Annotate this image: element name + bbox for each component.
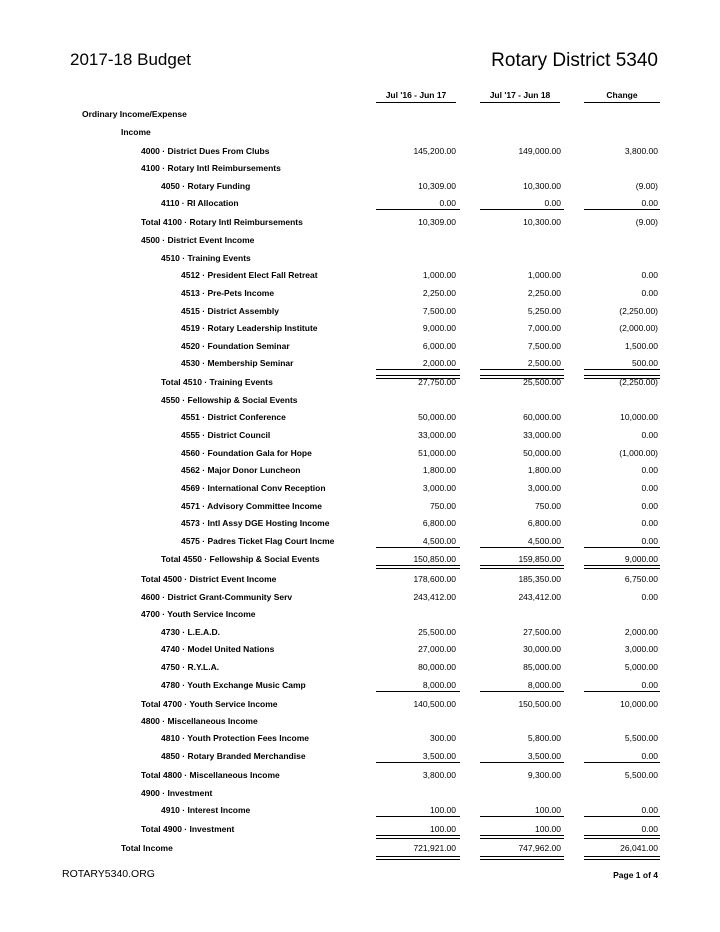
row-value-v3: 0.00 — [641, 465, 658, 475]
subtotal-rule — [584, 369, 660, 370]
row-label: Total 4900 · Investment — [141, 824, 235, 834]
row-value-v3: 0.00 — [641, 824, 658, 834]
row-value-v1: 3,000.00 — [422, 483, 456, 493]
row-value-v1: 100.00 — [430, 824, 456, 834]
table-row — [0, 517, 720, 529]
table-row — [0, 804, 720, 816]
row-value-v1: 3,800.00 — [422, 770, 456, 780]
row-value-v2: 7,000.00 — [527, 323, 561, 333]
subtotal-rule — [376, 369, 460, 370]
total-double-rule — [376, 565, 460, 569]
row-label: Ordinary Income/Expense — [82, 109, 187, 119]
table-row — [0, 394, 720, 406]
row-label: 4110 · RI Allocation — [161, 198, 239, 208]
row-label: 4510 · Training Events — [161, 253, 251, 263]
row-value-v1: 178,600.00 — [413, 574, 456, 584]
subtotal-rule — [376, 816, 460, 817]
row-value-v3: 26,041.00 — [620, 843, 658, 853]
row-value-v2: 243,412.00 — [518, 592, 561, 602]
row-label: 4750 · R.Y.L.A. — [161, 662, 220, 672]
row-value-v2: 9,300.00 — [527, 770, 561, 780]
table-row — [0, 591, 720, 603]
table-row — [0, 715, 720, 727]
row-label: 4530 · Membership Seminar — [181, 358, 294, 368]
row-label: 4740 · Model United Nations — [161, 644, 275, 654]
row-label: 4569 · International Conv Reception — [181, 483, 326, 493]
row-value-v1: 6,000.00 — [422, 341, 456, 351]
row-label: Total 4550 · Fellowship & Social Events — [161, 554, 320, 564]
row-value-v3: 0.00 — [641, 430, 658, 440]
row-value-v1: 33,000.00 — [418, 430, 456, 440]
total-double-rule — [584, 856, 660, 860]
row-value-v2: 27,500.00 — [523, 627, 561, 637]
row-label: 4000 · District Dues From Clubs — [141, 146, 270, 156]
row-value-v1: 7,500.00 — [422, 306, 456, 316]
row-value-v2: 100.00 — [535, 824, 561, 834]
table-total-row — [0, 769, 720, 781]
table-row — [0, 608, 720, 620]
row-value-v3: 0.00 — [641, 270, 658, 280]
table-row — [0, 643, 720, 655]
row-label: 4551 · District Conference — [181, 412, 286, 422]
total-double-rule — [480, 856, 564, 860]
row-value-v3: (1,000.00) — [619, 448, 658, 458]
row-label: 4730 · L.E.A.D. — [161, 627, 221, 637]
row-label: 4575 · Padres Ticket Flag Court Incme — [181, 536, 335, 546]
row-label: 4050 · Rotary Funding — [161, 181, 251, 191]
row-label: Total 4100 · Rotary Intl Reimbursements — [141, 217, 303, 227]
table-total-row — [0, 216, 720, 228]
row-value-v3: 3,800.00 — [624, 146, 658, 156]
row-value-v1: 27,750.00 — [418, 377, 456, 387]
row-value-v3: 0.00 — [641, 751, 658, 761]
district-title: Rotary District 5340 — [491, 50, 658, 71]
row-value-v3: (9.00) — [635, 217, 658, 227]
table-total-row — [0, 698, 720, 710]
table-row — [0, 322, 720, 334]
total-double-rule — [480, 565, 564, 569]
table-row — [0, 750, 720, 762]
table-row — [0, 197, 720, 209]
row-value-v2: 85,000.00 — [523, 662, 561, 672]
subtotal-rule — [480, 547, 564, 548]
row-value-v2: 10,300.00 — [523, 217, 561, 227]
row-value-v2: 8,000.00 — [527, 680, 561, 690]
row-value-v3: (2,250.00) — [619, 306, 658, 316]
table-row — [0, 787, 720, 799]
row-value-v1: 80,000.00 — [418, 662, 456, 672]
row-value-v3: 0.00 — [641, 501, 658, 511]
row-label: 4562 · Major Donor Luncheon — [181, 465, 301, 475]
row-value-v3: 10,000.00 — [620, 412, 658, 422]
row-value-v2: 3,500.00 — [527, 751, 561, 761]
subtotal-rule — [584, 762, 660, 763]
total-double-rule — [480, 835, 564, 839]
subtotal-rule — [480, 209, 564, 210]
table-row — [0, 464, 720, 476]
row-value-v2: 25,500.00 — [523, 377, 561, 387]
row-value-v1: 27,000.00 — [418, 644, 456, 654]
table-row — [0, 340, 720, 352]
row-label: Total 4510 · Training Events — [161, 377, 273, 387]
table-row — [0, 447, 720, 459]
column-header-budget-year: Jul '17 - Jun 18 — [480, 90, 560, 100]
row-label: 4700 · Youth Service Income — [141, 609, 256, 619]
row-value-v2: 149,000.00 — [518, 146, 561, 156]
row-value-v3: 2,000.00 — [624, 627, 658, 637]
row-label: 4520 · Foundation Seminar — [181, 341, 290, 351]
row-label: 4910 · Interest Income — [161, 805, 251, 815]
row-value-v2: 4,500.00 — [527, 536, 561, 546]
row-value-v2: 6,800.00 — [527, 518, 561, 528]
row-value-v1: 150,850.00 — [413, 554, 456, 564]
table-total-row — [0, 842, 720, 854]
subtotal-rule — [480, 762, 564, 763]
table-row — [0, 626, 720, 638]
row-value-v1: 2,250.00 — [422, 288, 456, 298]
row-value-v2: 30,000.00 — [523, 644, 561, 654]
row-label: 4550 · Fellowship & Social Events — [161, 395, 298, 405]
row-value-v3: (9.00) — [635, 181, 658, 191]
row-value-v3: 10,000.00 — [620, 699, 658, 709]
row-value-v2: 50,000.00 — [523, 448, 561, 458]
row-label: 4810 · Youth Protection Fees Income — [161, 733, 310, 743]
row-value-v3: (2,250.00) — [619, 377, 658, 387]
row-value-v2: 750.00 — [535, 501, 561, 511]
row-value-v1: 51,000.00 — [418, 448, 456, 458]
row-value-v2: 33,000.00 — [523, 430, 561, 440]
subtotal-rule — [584, 209, 660, 210]
column-header-prior-year: Jul '16 - Jun 17 — [376, 90, 456, 100]
row-value-v1: 0.00 — [439, 198, 456, 208]
total-double-rule — [376, 856, 460, 860]
row-value-v2: 5,250.00 — [527, 306, 561, 316]
row-label: 4500 · District Event Income — [141, 235, 255, 245]
row-label: 4555 · District Council — [181, 430, 271, 440]
subtotal-rule — [584, 547, 660, 548]
row-value-v2: 10,300.00 — [523, 181, 561, 191]
row-value-v2: 3,000.00 — [527, 483, 561, 493]
total-double-rule — [584, 375, 660, 379]
table-row — [0, 287, 720, 299]
row-value-v1: 10,309.00 — [418, 217, 456, 227]
row-value-v2: 1,000.00 — [527, 270, 561, 280]
table-row — [0, 180, 720, 192]
footer-website: ROTARY5340.ORG — [62, 868, 155, 880]
row-label: 4512 · President Elect Fall Retreat — [181, 270, 318, 280]
table-row — [0, 357, 720, 369]
row-value-v2: 185,350.00 — [518, 574, 561, 584]
row-value-v1: 750.00 — [430, 501, 456, 511]
row-value-v3: 0.00 — [641, 518, 658, 528]
table-row — [0, 429, 720, 441]
row-label: Total Income — [121, 843, 173, 853]
row-value-v2: 100.00 — [535, 805, 561, 815]
subtotal-rule — [376, 762, 460, 763]
row-value-v2: 5,800.00 — [527, 733, 561, 743]
table-row — [0, 679, 720, 691]
row-value-v1: 100.00 — [430, 805, 456, 815]
row-value-v2: 159,850.00 — [518, 554, 561, 564]
row-label: 4780 · Youth Exchange Music Camp — [161, 680, 306, 690]
table-row — [0, 305, 720, 317]
row-value-v2: 60,000.00 — [523, 412, 561, 422]
total-double-rule — [376, 835, 460, 839]
row-label: 4571 · Advisory Committee Income — [181, 501, 322, 511]
subtotal-rule — [584, 691, 660, 692]
table-total-row — [0, 553, 720, 565]
row-value-v2: 1,800.00 — [527, 465, 561, 475]
row-value-v1: 721,921.00 — [413, 843, 456, 853]
row-label: 4850 · Rotary Branded Merchandise — [161, 751, 306, 761]
subtotal-rule — [376, 547, 460, 548]
table-row — [0, 732, 720, 744]
table-row — [0, 108, 720, 120]
row-value-v3: 0.00 — [641, 805, 658, 815]
table-row — [0, 252, 720, 264]
row-label: Total 4700 · Youth Service Income — [141, 699, 278, 709]
row-value-v3: 5,000.00 — [624, 662, 658, 672]
subtotal-rule — [584, 816, 660, 817]
row-value-v2: 2,250.00 — [527, 288, 561, 298]
row-value-v1: 6,800.00 — [422, 518, 456, 528]
row-value-v1: 3,500.00 — [422, 751, 456, 761]
row-label: 4100 · Rotary Intl Reimbursements — [141, 163, 281, 173]
row-label: 4560 · Foundation Gala for Hope — [181, 448, 312, 458]
row-value-v1: 4,500.00 — [422, 536, 456, 546]
row-value-v1: 1,800.00 — [422, 465, 456, 475]
row-value-v3: (2,000.00) — [619, 323, 658, 333]
row-label: Total 4500 · District Event Income — [141, 574, 277, 584]
table-row — [0, 269, 720, 281]
row-value-v3: 500.00 — [632, 358, 658, 368]
subtotal-rule — [480, 691, 564, 692]
footer-page-number: Page 1 of 4 — [613, 870, 658, 880]
row-value-v1: 2,000.00 — [422, 358, 456, 368]
row-value-v2: 0.00 — [544, 198, 561, 208]
table-row — [0, 535, 720, 547]
row-value-v3: 6,750.00 — [624, 574, 658, 584]
table-total-row — [0, 823, 720, 835]
row-value-v1: 10,309.00 — [418, 181, 456, 191]
row-value-v3: 5,500.00 — [624, 733, 658, 743]
row-value-v3: 0.00 — [641, 680, 658, 690]
total-double-rule — [584, 565, 660, 569]
row-value-v1: 145,200.00 — [413, 146, 456, 156]
table-row — [0, 162, 720, 174]
subtotal-rule — [376, 691, 460, 692]
row-label: 4519 · Rotary Leadership Institute — [181, 323, 318, 333]
total-double-rule — [584, 835, 660, 839]
row-value-v1: 1,000.00 — [422, 270, 456, 280]
row-value-v3: 0.00 — [641, 483, 658, 493]
row-value-v2: 7,500.00 — [527, 341, 561, 351]
table-row — [0, 234, 720, 246]
row-label: 4600 · District Grant-Community Serv — [141, 592, 293, 602]
row-value-v3: 0.00 — [641, 592, 658, 602]
row-label: 4513 · Pre-Pets Income — [181, 288, 275, 298]
row-value-v3: 0.00 — [641, 198, 658, 208]
budget-title: 2017-18 Budget — [70, 50, 191, 69]
row-value-v3: 5,500.00 — [624, 770, 658, 780]
row-label: 4900 · Investment — [141, 788, 213, 798]
total-double-rule — [376, 375, 460, 379]
row-value-v2: 2,500.00 — [527, 358, 561, 368]
row-value-v3: 0.00 — [641, 288, 658, 298]
row-value-v3: 3,000.00 — [624, 644, 658, 654]
row-value-v1: 300.00 — [430, 733, 456, 743]
table-row — [0, 500, 720, 512]
table-row — [0, 411, 720, 423]
table-total-row — [0, 573, 720, 585]
row-value-v3: 1,500.00 — [624, 341, 658, 351]
subtotal-rule — [376, 209, 460, 210]
table-row — [0, 482, 720, 494]
row-label: 4515 · District Assembly — [181, 306, 279, 316]
subtotal-rule — [480, 816, 564, 817]
table-row — [0, 661, 720, 673]
row-label: Income — [121, 127, 151, 137]
column-header-change: Change — [584, 90, 660, 100]
row-value-v3: 9,000.00 — [624, 554, 658, 564]
row-label: 4800 · Miscellaneous Income — [141, 716, 258, 726]
table-row — [0, 145, 720, 157]
row-value-v1: 8,000.00 — [422, 680, 456, 690]
subtotal-rule — [480, 369, 564, 370]
row-label: 4573 · Intl Assy DGE Hosting Income — [181, 518, 330, 528]
row-value-v1: 243,412.00 — [413, 592, 456, 602]
row-value-v2: 747,962.00 — [518, 843, 561, 853]
row-value-v1: 9,000.00 — [422, 323, 456, 333]
row-value-v3: 0.00 — [641, 536, 658, 546]
row-label: Total 4800 · Miscellaneous Income — [141, 770, 280, 780]
row-value-v2: 150,500.00 — [518, 699, 561, 709]
row-value-v1: 25,500.00 — [418, 627, 456, 637]
row-value-v1: 140,500.00 — [413, 699, 456, 709]
total-double-rule — [480, 375, 564, 379]
table-row — [0, 126, 720, 138]
row-value-v1: 50,000.00 — [418, 412, 456, 422]
